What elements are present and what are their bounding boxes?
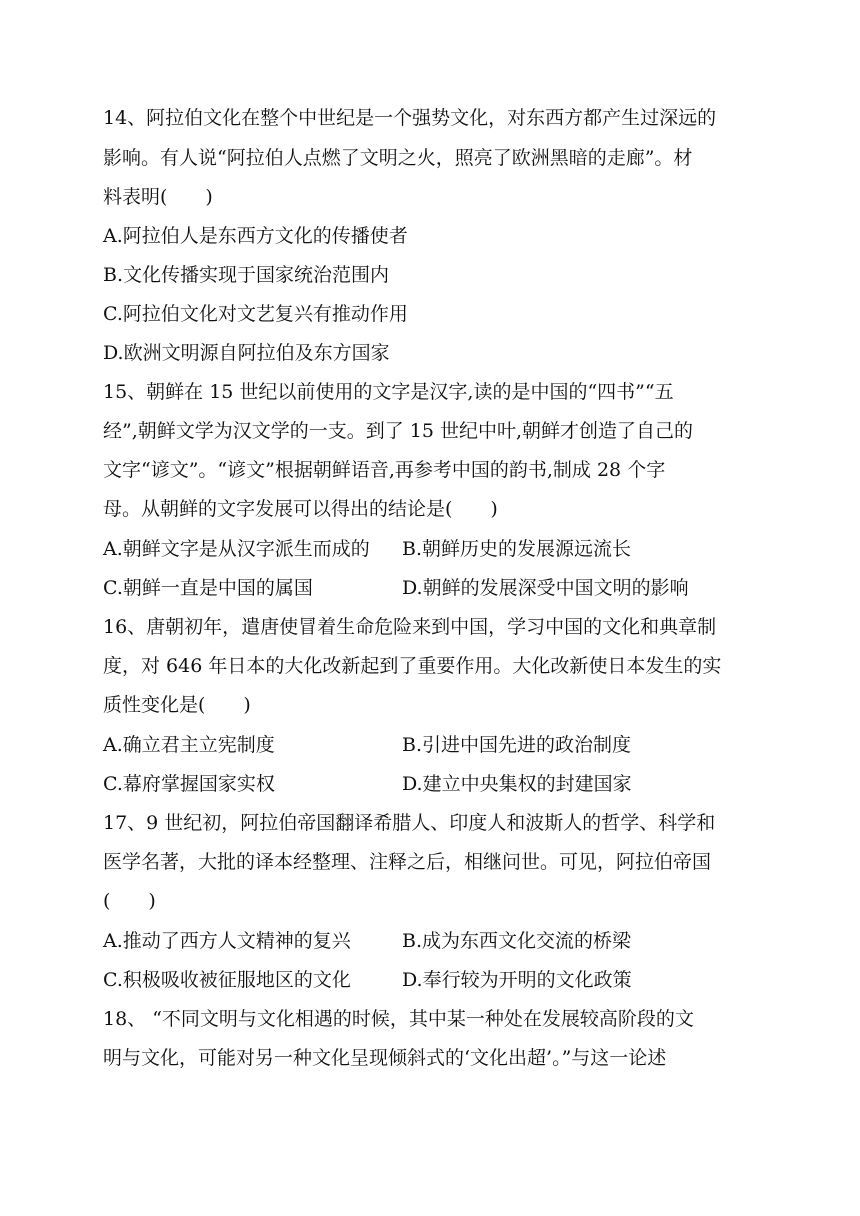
question-text-line: 影响。有人说“阿拉伯人点燃了文明之火，照亮了欧洲黑暗的走廊”。材 <box>103 147 693 169</box>
option-a: A.朝鲜文字是从汉字派生而成的 <box>103 538 370 560</box>
option-a: A.阿拉伯人是东西方文化的传播使者 <box>103 225 408 247</box>
option-d: D.建立中央集权的封建国家 <box>402 773 632 795</box>
option-row <box>103 576 763 600</box>
option-a: A.确立君主立宪制度 <box>103 734 275 756</box>
option-row <box>103 733 763 757</box>
option-d: D.朝鲜的发展深受中国文明的影响 <box>402 577 689 599</box>
option-c: C.阿拉伯文化对文艺复兴有推动作用 <box>103 303 408 325</box>
option-row <box>103 537 763 561</box>
question-text-line: 明与文化，可能对另一种文化呈现倾斜式的‘文化出超’。”与这一论述 <box>103 1047 667 1069</box>
option-row <box>103 968 763 992</box>
question-text-line: 15、朝鲜在 15 世纪以前使用的文字是汉字,读的是中国的“四书”“五 <box>103 381 674 403</box>
question-text-line: 度，对 646 年日本的大化改新起到了重要作用。大化改新使日本发生的实 <box>103 655 722 677</box>
question-text-line: 16、唐朝初年，遣唐使冒着生命危险来到中国，学习中国的文化和典章制 <box>103 616 717 638</box>
option-d: D.欧洲文明源自阿拉伯及东方国家 <box>103 342 390 364</box>
option-c: C.积极吸收被征服地区的文化 <box>103 969 351 991</box>
question-text-line: 母。从朝鲜的文字发展可以得出的结论是( ) <box>103 498 498 520</box>
option-b: B.文化传播实现于国家统治范围内 <box>103 264 390 286</box>
question-text-line: 医学名著，大批的译本经整理、注释之后，相继问世。可见，阿拉伯帝国 <box>103 851 712 873</box>
question-text-line: 文字“谚文”。“谚文”根据朝鲜语音,再参考中国的韵书,制成 28 个字 <box>103 459 666 481</box>
option-b: B.引进中国先进的政治制度 <box>402 734 632 756</box>
option-b: B.成为东西文化交流的桥梁 <box>402 930 632 952</box>
option-b: B.朝鲜历史的发展源远流长 <box>402 538 632 560</box>
option-row <box>103 929 763 953</box>
question-text-line: 质性变化是( ) <box>103 694 251 716</box>
option-row <box>103 772 763 796</box>
option-d: D.奉行较为开明的文化政策 <box>402 969 632 991</box>
option-c: C.朝鲜一直是中国的属国 <box>103 577 313 599</box>
question-text-line: 17、9 世纪初，阿拉伯帝国翻译希腊人、印度人和波斯人的哲学、科学和 <box>103 812 716 834</box>
question-text-line: 18、 “不同文明与文化相遇的时候，其中某一种处在发展较高阶段的文 <box>103 1008 694 1030</box>
question-text-line: ( ) <box>103 890 156 912</box>
question-text-line: 料表明( ) <box>103 186 213 208</box>
question-text-line: 14、阿拉伯文化在整个中世纪是一个强势文化，对东西方都产生过深远的 <box>103 107 717 129</box>
option-a: A.推动了西方人文精神的复兴 <box>103 930 351 952</box>
question-text-line: 经”,朝鲜文学为汉文学的一支。到了 15 世纪中叶,朝鲜才创造了自己的 <box>103 420 694 442</box>
option-c: C.幕府掌握国家实权 <box>103 773 275 795</box>
